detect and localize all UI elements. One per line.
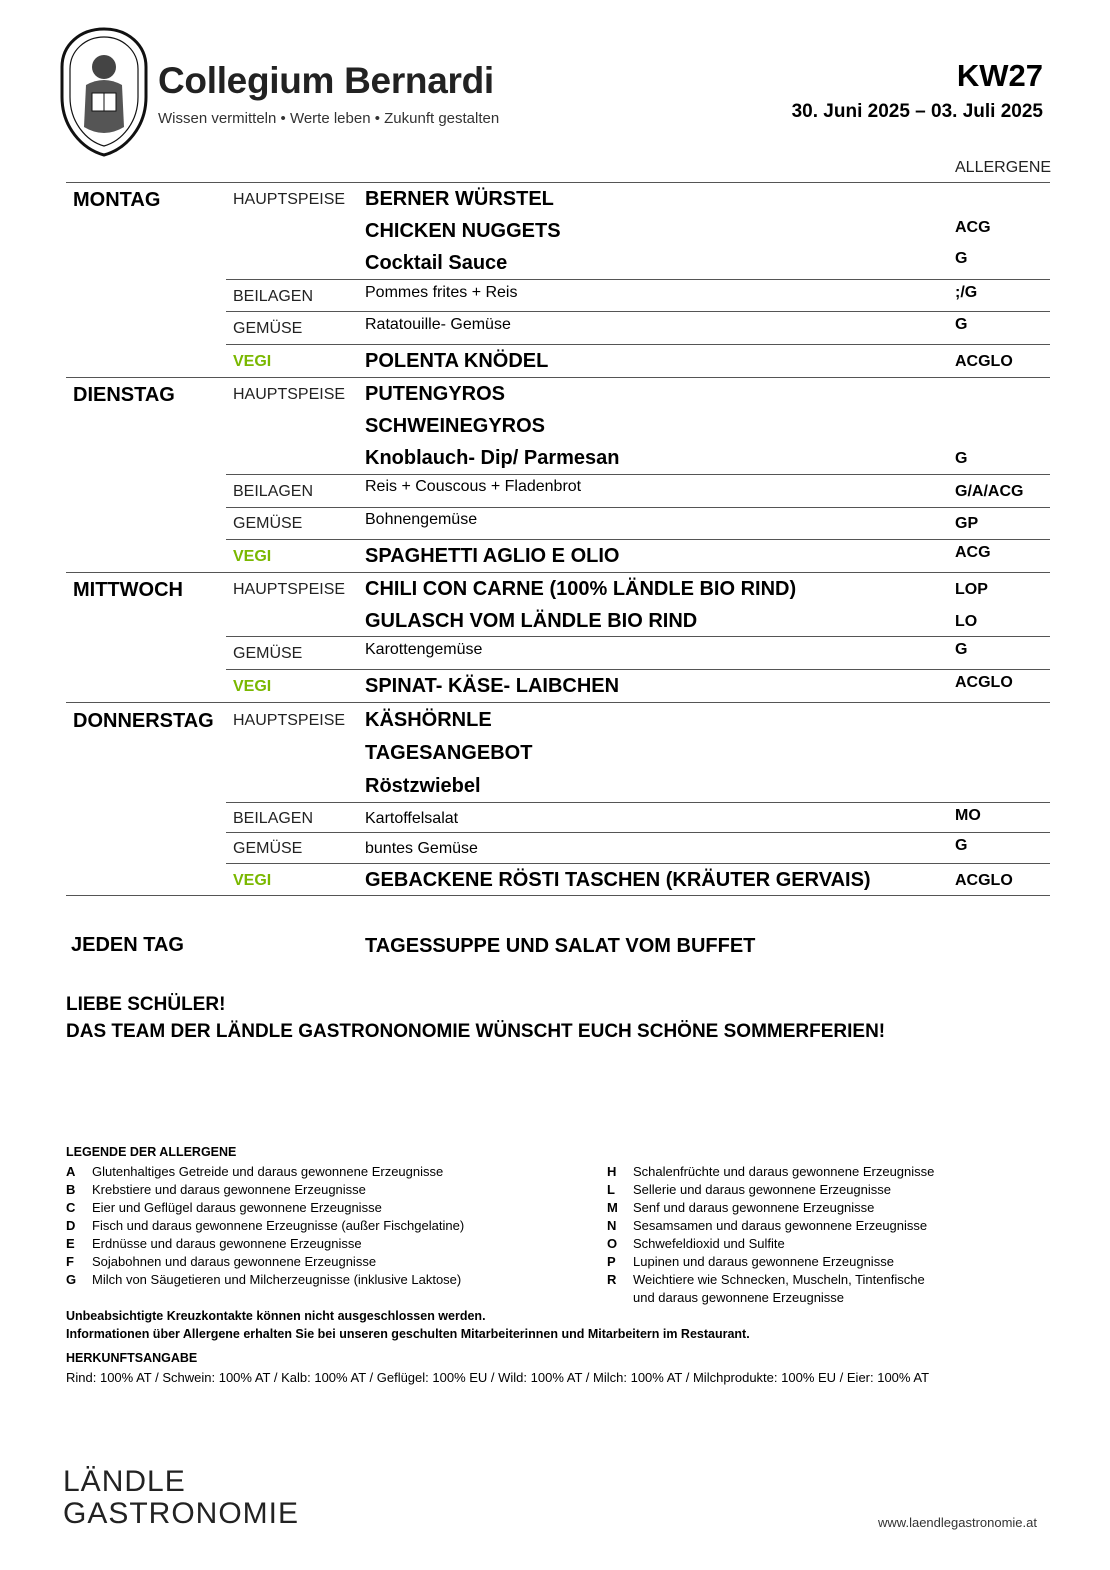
allergens-column-heading: ALLERGENE (955, 159, 1052, 176)
vegi-dish: POLENTA KNÖDEL (365, 350, 549, 372)
category-main: HAUPTSPEISE (233, 191, 346, 208)
vegi-dish: SPINAT- KÄSE- LAIBCHEN (365, 675, 620, 697)
divider-line (226, 802, 1050, 803)
allergen-codes: GP (955, 515, 979, 532)
dish: GULASCH VOM LÄNDLE BIO RIND (365, 610, 698, 632)
category-main: HAUPTSPEISE (233, 712, 346, 729)
category-vegi: VEGI (233, 548, 272, 565)
category-sides: BEILAGEN (233, 483, 314, 500)
allergen-codes: MO (955, 807, 981, 824)
dish: Knoblauch- Dip/ Parmesan (365, 447, 620, 469)
side-dish: Pommes frites + Reis (365, 284, 518, 301)
allergen-codes: G (955, 450, 968, 467)
vegetable-dish: Ratatouille- Gemüse (365, 316, 511, 333)
allergen-codes: G (955, 250, 968, 267)
allergen-codes: ;/G (955, 284, 978, 301)
brand-tagline: Wissen vermitteln • Werte leben • Zukunft gestalten (158, 110, 500, 127)
dish: KÄSHÖRNLE (365, 709, 492, 731)
dish: CHICKEN NUGGETS (365, 220, 561, 242)
category-sides: BEILAGEN (233, 810, 314, 827)
cross-contact-note: Unbeabsichtigte Kreuzkontakte können nicht ausgeschlossen werden. (66, 1309, 486, 1323)
dish: Cocktail Sauce (365, 252, 508, 274)
allergen-codes: G (955, 641, 968, 658)
allergen-codes: LOP (955, 581, 988, 598)
every-day-label: JEDEN TAG (71, 934, 184, 956)
allergen-codes: ACGLO (955, 353, 1013, 370)
allergen-codes: G/A/ACG (955, 483, 1024, 500)
allergen-codes: LO (955, 613, 978, 630)
allergen-legend-title: LEGENDE DER ALLERGENE (66, 1145, 237, 1159)
side-dish: Reis + Couscous + Fladenbrot (365, 478, 582, 495)
divider-line (226, 507, 1050, 508)
divider-line (66, 702, 1050, 703)
allergen-codes: ACGLO (955, 872, 1013, 889)
allergen-codes: G (955, 837, 968, 854)
vegetable-dish: Bohnengemüse (365, 511, 478, 528)
divider-line (226, 474, 1050, 475)
divider-line (226, 863, 1050, 864)
divider-line (226, 669, 1050, 670)
day-wednesday: MITTWOCH (73, 579, 183, 601)
category-vegetables: GEMÜSE (233, 515, 303, 532)
category-vegi: VEGI (233, 353, 272, 370)
message-greeting: LIEBE SCHÜLER! (66, 994, 226, 1015)
vegetable-dish: buntes Gemüse (365, 840, 478, 857)
divider-line (66, 572, 1050, 573)
side-dish: Kartoffelsalat (365, 810, 459, 827)
divider-line (226, 311, 1050, 312)
category-vegetables: GEMÜSE (233, 320, 303, 337)
brand-name: Collegium Bernardi (158, 60, 494, 101)
message-wishes: DAS TEAM DER LÄNDLE GASTRONONOMIE WÜNSCHT EUCH SCHÖNE SOMMERFERIEN! (66, 1021, 886, 1042)
collegium-seal-logo (58, 27, 150, 157)
dish: PUTENGYROS (365, 383, 506, 405)
divider-line (226, 539, 1050, 540)
divider-line (226, 279, 1050, 280)
divider-line (226, 344, 1050, 345)
category-main: HAUPTSPEISE (233, 386, 346, 403)
vegetable-dish: Karottengemüse (365, 641, 483, 658)
category-sides: BEILAGEN (233, 288, 314, 305)
laendle-logo-line1: LÄNDLE (63, 1465, 186, 1498)
laendle-logo-line2: GASTRONOMIE (63, 1497, 300, 1530)
divider-line (226, 636, 1050, 637)
dish: SCHWEINEGYROS (365, 415, 546, 437)
vegi-dish: GEBACKENE RÖSTI TASCHEN (KRÄUTER GERVAIS) (365, 869, 871, 891)
divider-line (226, 832, 1050, 833)
divider-line (66, 377, 1050, 378)
allergen-codes: G (955, 316, 968, 333)
divider-line (66, 895, 1050, 896)
allergen-codes: ACG (955, 544, 991, 561)
allergen-codes: ACGLO (955, 674, 1013, 691)
day-tuesday: DIENSTAG (73, 384, 175, 406)
every-day-offer: TAGESSUPPE UND SALAT VOM BUFFET (365, 935, 756, 957)
website-url: www.laendlegastronomie.at (878, 1515, 1037, 1530)
day-monday: MONTAG (73, 189, 161, 211)
dish: TAGESANGEBOT (365, 742, 533, 764)
allergen-codes: ACG (955, 219, 991, 236)
calendar-week: KW27 (956, 58, 1043, 93)
category-vegetables: GEMÜSE (233, 645, 303, 662)
category-main: HAUPTSPEISE (233, 581, 346, 598)
vegi-dish: SPAGHETTI AGLIO E OLIO (365, 545, 620, 567)
allergen-info-note: Informationen über Allergene erhalten Sie bei unseren geschulten Mitarbeiterinnen und Mitarbeitern im Restaurant. (66, 1327, 750, 1341)
dish: BERNER WÜRSTEL (365, 188, 554, 210)
divider-line (66, 182, 1050, 183)
category-vegi: VEGI (233, 678, 272, 695)
category-vegetables: GEMÜSE (233, 840, 303, 857)
dish: Röstzwiebel (365, 775, 481, 797)
category-vegi: VEGI (233, 872, 272, 889)
day-thursday: DONNERSTAG (73, 710, 214, 732)
origin-title: HERKUNFTSANGABE (66, 1351, 198, 1365)
origin-details: Rind: 100% AT / Schwein: 100% AT / Kalb: 100% AT / Geflügel: 100% EU / Wild: 100% AT / Milch: 100% AT / Milchprodukte: 100% EU / Eier: 100% AT (66, 1370, 930, 1385)
date-range: 30. Juni 2025 – 03. Juli 2025 (791, 101, 1043, 122)
dish: CHILI CON CARNE (100% LÄNDLE BIO RIND) (365, 578, 797, 600)
